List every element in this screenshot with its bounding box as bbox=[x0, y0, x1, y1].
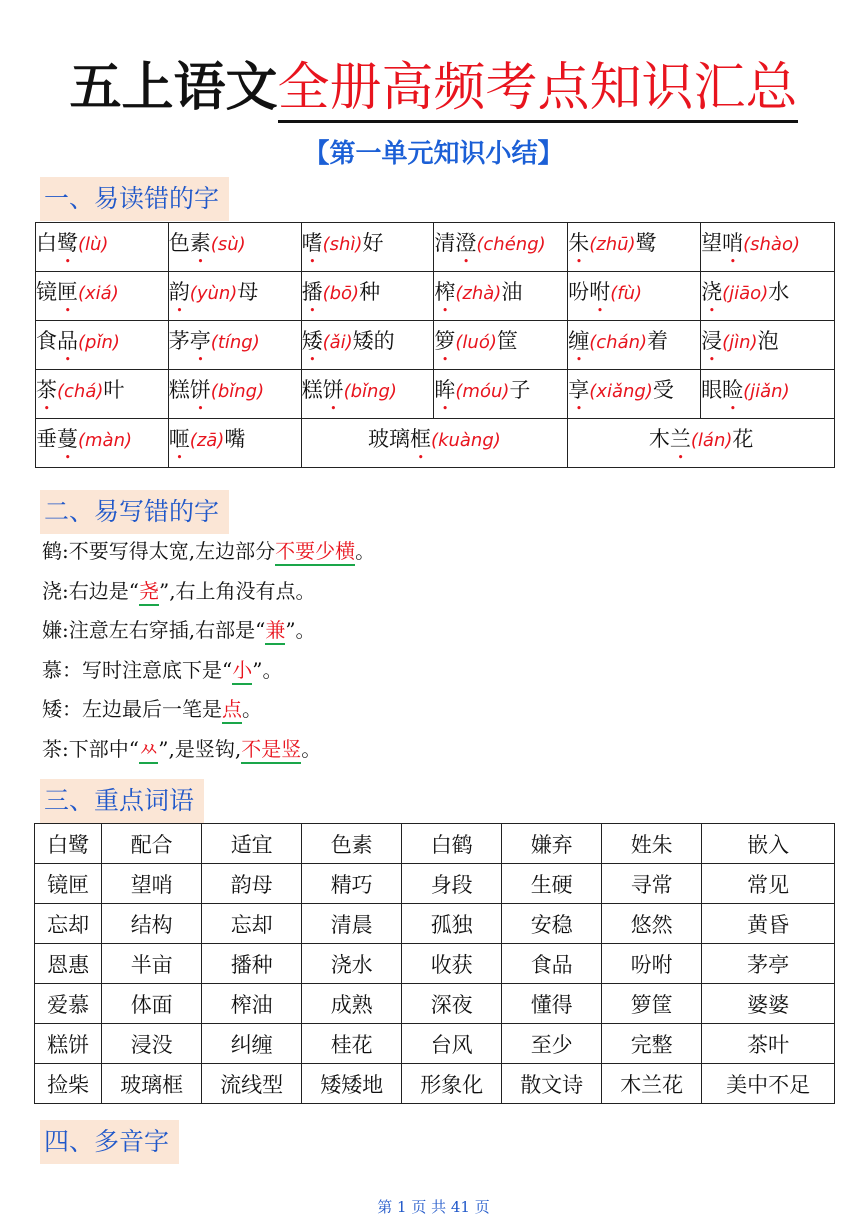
char-dotted: 饼 bbox=[322, 377, 344, 402]
word-cell bbox=[168, 223, 301, 272]
miswritten-notes bbox=[42, 536, 842, 773]
word-cell: 爱慕 bbox=[35, 984, 102, 1024]
pinyin: (lán) bbox=[690, 429, 733, 451]
note-text: 。 bbox=[242, 697, 262, 721]
section-heading-key-words: 三、重点词语 bbox=[40, 779, 204, 823]
word-cell: 播种 bbox=[202, 944, 302, 984]
word-cell: 嫌弃 bbox=[502, 824, 602, 864]
pinyin: (jìn) bbox=[722, 331, 758, 353]
page-title bbox=[0, 52, 867, 124]
char-post: 好 bbox=[362, 230, 384, 255]
pinyin: (móu) bbox=[455, 380, 510, 402]
note-text: 。 bbox=[301, 736, 322, 761]
word-cell: 恩惠 bbox=[35, 944, 102, 984]
pinyin: (zhū) bbox=[589, 233, 636, 255]
word-cell: 望哨 bbox=[102, 864, 202, 904]
char-pre: 木 bbox=[648, 426, 670, 451]
misread-chars-table bbox=[35, 222, 835, 468]
pinyin: (zhà) bbox=[455, 282, 502, 304]
word-cell: 形象化 bbox=[402, 1064, 502, 1104]
word-cell: 木兰花 bbox=[602, 1064, 702, 1104]
word-cell: 茅亭 bbox=[702, 944, 835, 984]
char-pre: 镜 bbox=[36, 279, 57, 304]
char-post: 矮的 bbox=[352, 328, 395, 353]
pinyin: (shì) bbox=[322, 233, 363, 255]
char-dotted: 播 bbox=[301, 279, 323, 304]
char-dotted: 饼 bbox=[189, 377, 211, 402]
char-post: 种 bbox=[359, 279, 381, 304]
note-highlight: 兼 bbox=[265, 618, 285, 645]
page-footer: 第 1 页 共 41 页 bbox=[377, 1198, 490, 1216]
char-dotted: 鹭 bbox=[57, 230, 78, 255]
pinyin: (sù) bbox=[210, 233, 246, 255]
word-cell bbox=[434, 370, 568, 419]
note-line bbox=[42, 694, 842, 734]
word-cell: 身段 bbox=[402, 864, 502, 904]
char-dotted: 兰 bbox=[669, 426, 691, 451]
table-row bbox=[35, 1064, 835, 1104]
pinyin: (yùn) bbox=[189, 282, 238, 304]
char-dotted: 框 bbox=[410, 426, 432, 451]
note-text: 。 bbox=[355, 539, 376, 563]
word-cell bbox=[434, 321, 568, 370]
pinyin: (zā) bbox=[189, 429, 225, 451]
table-row bbox=[36, 321, 835, 370]
pinyin: (bǐng) bbox=[343, 380, 397, 402]
word-cell: 捡柴 bbox=[35, 1064, 102, 1104]
char-dotted: 榨 bbox=[434, 279, 456, 304]
word-cell bbox=[168, 370, 301, 419]
pinyin: (kuàng) bbox=[431, 429, 501, 451]
word-cell: 常见 bbox=[702, 864, 835, 904]
word-cell bbox=[701, 223, 835, 272]
char-post: 花 bbox=[732, 426, 754, 451]
pinyin: (fù) bbox=[610, 282, 643, 304]
word-cell: 散文诗 bbox=[502, 1064, 602, 1104]
note-line bbox=[42, 734, 842, 774]
note-text: 嫌:注意左右穿插,右部是“ bbox=[42, 618, 266, 642]
note-line bbox=[42, 615, 842, 655]
note-text: ”。 bbox=[252, 657, 283, 682]
word-cell: 白鹤 bbox=[402, 824, 502, 864]
char-dotted: 蔓 bbox=[57, 426, 78, 451]
pinyin: (pǐn) bbox=[78, 331, 120, 353]
char-dotted: 浇 bbox=[701, 279, 723, 304]
word-cell bbox=[701, 370, 835, 419]
table-row bbox=[35, 984, 835, 1024]
word-cell bbox=[301, 370, 434, 419]
word-cell: 纠缠 bbox=[202, 1024, 302, 1064]
word-cell: 深夜 bbox=[402, 984, 502, 1024]
char-pre: 吩 bbox=[568, 279, 590, 304]
word-cell: 桂花 bbox=[302, 1024, 402, 1064]
char-post: 子 bbox=[509, 377, 531, 402]
word-cell: 半亩 bbox=[102, 944, 202, 984]
char-post: 泡 bbox=[757, 328, 779, 353]
word-cell: 台风 bbox=[402, 1024, 502, 1064]
word-cell: 收获 bbox=[402, 944, 502, 984]
pinyin: (bō) bbox=[322, 282, 360, 304]
char-dotted: 澄 bbox=[455, 230, 477, 255]
pinyin: (xiá) bbox=[78, 282, 119, 304]
word-cell bbox=[701, 321, 835, 370]
word-cell: 嵌入 bbox=[702, 824, 835, 864]
word-cell: 食品 bbox=[502, 944, 602, 984]
note-highlight: 不是竖 bbox=[241, 737, 301, 764]
note-highlight: 小 bbox=[232, 658, 252, 685]
word-cell bbox=[568, 223, 701, 272]
char-post: 油 bbox=[501, 279, 523, 304]
word-cell bbox=[36, 223, 169, 272]
word-cell: 流线型 bbox=[202, 1064, 302, 1104]
char-dotted: 素 bbox=[189, 230, 211, 255]
char-dotted: 箩 bbox=[434, 328, 456, 353]
word-cell: 韵母 bbox=[202, 864, 302, 904]
word-cell bbox=[434, 223, 568, 272]
pinyin: (bǐng) bbox=[210, 380, 265, 402]
note-highlight: 不要少横 bbox=[275, 539, 355, 566]
char-post: 鹭 bbox=[635, 230, 657, 255]
table-row bbox=[36, 223, 835, 272]
char-dotted: 眸 bbox=[434, 377, 456, 402]
note-text: ”,是竖钩, bbox=[158, 736, 242, 761]
note-text: 鹤:不要写得太宽,左边部分 bbox=[42, 539, 276, 563]
word-cell: 茶叶 bbox=[702, 1024, 835, 1064]
word-cell: 配合 bbox=[102, 824, 202, 864]
word-cell: 清晨 bbox=[302, 904, 402, 944]
char-dotted: 亭 bbox=[189, 328, 211, 353]
pinyin: (luó) bbox=[455, 331, 497, 353]
char-pre: 眼 bbox=[701, 377, 723, 402]
word-cell: 成熟 bbox=[302, 984, 402, 1024]
title-red: 全册高频考点知识汇总 bbox=[278, 58, 798, 123]
note-text: 矮：左边最后一笔是 bbox=[42, 697, 222, 721]
section-heading-miswritten: 二、易写错的字 bbox=[40, 490, 229, 534]
word-cell bbox=[568, 419, 835, 468]
char-pre: 垂 bbox=[36, 426, 57, 451]
word-cell bbox=[568, 272, 701, 321]
word-cell: 生硬 bbox=[502, 864, 602, 904]
note-text: ”。 bbox=[285, 618, 316, 642]
word-cell: 白鹭 bbox=[35, 824, 102, 864]
table-row bbox=[36, 272, 835, 321]
word-cell bbox=[568, 321, 701, 370]
char-pre: 色 bbox=[168, 230, 190, 255]
table-row bbox=[36, 370, 835, 419]
char-dotted: 咂 bbox=[168, 426, 190, 451]
word-cell bbox=[301, 419, 568, 468]
char-post: 着 bbox=[647, 328, 669, 353]
word-cell: 结构 bbox=[102, 904, 202, 944]
note-line bbox=[42, 655, 842, 695]
pinyin: (chá) bbox=[57, 380, 104, 402]
word-cell: 体面 bbox=[102, 984, 202, 1024]
note-highlight: 点 bbox=[222, 697, 242, 724]
char-dotted: 缠 bbox=[568, 328, 590, 353]
char-post: 水 bbox=[768, 279, 790, 304]
word-cell: 矮矮地 bbox=[302, 1064, 402, 1104]
pinyin: (chán) bbox=[589, 331, 648, 353]
word-cell bbox=[434, 272, 568, 321]
unit-subtitle: 【第一单元知识小结】 bbox=[303, 139, 564, 169]
table-row bbox=[36, 419, 835, 468]
note-text: 浇:右边是“ bbox=[42, 578, 139, 603]
word-cell bbox=[36, 321, 169, 370]
word-cell: 黄昏 bbox=[702, 904, 835, 944]
char-dotted: 茶 bbox=[36, 377, 57, 402]
title-black: 五上语文 bbox=[69, 57, 278, 118]
pinyin: (jiāo) bbox=[722, 282, 769, 304]
word-cell: 安稳 bbox=[502, 904, 602, 944]
pinyin: (xiǎng) bbox=[589, 380, 653, 402]
word-cell bbox=[168, 272, 301, 321]
word-cell: 浸没 bbox=[102, 1024, 202, 1064]
char-pre: 白 bbox=[36, 230, 57, 255]
word-cell: 孤独 bbox=[402, 904, 502, 944]
word-cell bbox=[701, 272, 835, 321]
char-post: 受 bbox=[652, 377, 674, 402]
pinyin: (màn) bbox=[78, 429, 133, 451]
word-cell: 寻常 bbox=[602, 864, 702, 904]
word-cell: 姓朱 bbox=[602, 824, 702, 864]
table-row bbox=[35, 904, 835, 944]
char-pre: 糕 bbox=[301, 377, 323, 402]
char-post: 母 bbox=[237, 279, 259, 304]
word-cell bbox=[301, 223, 434, 272]
pinyin: (chéng) bbox=[476, 233, 546, 255]
word-cell: 吩咐 bbox=[602, 944, 702, 984]
word-cell: 忘却 bbox=[202, 904, 302, 944]
section-heading-polyphones: 四、多音字 bbox=[40, 1120, 179, 1164]
word-cell: 适宜 bbox=[202, 824, 302, 864]
char-pre: 玻璃 bbox=[368, 426, 411, 451]
pinyin: (tíng) bbox=[210, 331, 260, 353]
note-highlight: 尧 bbox=[139, 579, 159, 606]
word-cell: 美中不足 bbox=[702, 1064, 835, 1104]
word-cell: 至少 bbox=[502, 1024, 602, 1064]
char-dotted: 矮 bbox=[301, 328, 323, 353]
word-cell bbox=[36, 419, 169, 468]
note-text: ”,右上角没有点。 bbox=[158, 578, 316, 603]
word-cell bbox=[36, 272, 169, 321]
word-cell: 忘却 bbox=[35, 904, 102, 944]
note-line bbox=[42, 576, 842, 616]
word-cell: 完整 bbox=[602, 1024, 702, 1064]
note-line bbox=[42, 536, 842, 576]
word-cell bbox=[301, 321, 434, 370]
char-dotted: 享 bbox=[568, 377, 590, 402]
char-dotted: 匣 bbox=[57, 279, 78, 304]
char-post: 叶 bbox=[103, 377, 125, 402]
note-text: 茶:下部中“ bbox=[42, 736, 139, 761]
word-cell: 婆婆 bbox=[702, 984, 835, 1024]
word-cell: 玻璃框 bbox=[102, 1064, 202, 1104]
key-words-table bbox=[34, 823, 835, 1104]
word-cell: 色素 bbox=[302, 824, 402, 864]
table-row bbox=[35, 944, 835, 984]
char-dotted: 哨 bbox=[722, 230, 744, 255]
word-cell bbox=[168, 419, 301, 468]
word-cell: 镜匣 bbox=[35, 864, 102, 904]
char-dotted: 嗜 bbox=[301, 230, 323, 255]
char-dotted: 品 bbox=[57, 328, 78, 353]
char-dotted: 朱 bbox=[568, 230, 590, 255]
word-cell: 糕饼 bbox=[35, 1024, 102, 1064]
note-text: 慕：写时注意底下是“ bbox=[42, 657, 233, 682]
word-cell bbox=[36, 370, 169, 419]
char-pre: 望 bbox=[701, 230, 723, 255]
word-cell: 悠然 bbox=[602, 904, 702, 944]
char-dotted: 咐 bbox=[589, 279, 611, 304]
word-cell bbox=[568, 370, 701, 419]
char-post: 嘴 bbox=[224, 426, 246, 451]
table-row bbox=[35, 824, 835, 864]
char-pre: 糕 bbox=[168, 377, 190, 402]
pinyin: (ǎi) bbox=[322, 331, 353, 353]
pinyin: (jiǎn) bbox=[743, 380, 790, 402]
char-pre: 清 bbox=[434, 230, 456, 255]
pinyin: (lù) bbox=[78, 233, 109, 255]
table-row bbox=[35, 864, 835, 904]
word-cell: 箩筐 bbox=[602, 984, 702, 1024]
word-cell bbox=[168, 321, 301, 370]
word-cell: 精巧 bbox=[302, 864, 402, 904]
word-cell: 懂得 bbox=[502, 984, 602, 1024]
char-dotted: 韵 bbox=[168, 279, 190, 304]
section-heading-misread: 一、易读错的字 bbox=[40, 177, 229, 221]
char-dotted: 睑 bbox=[722, 377, 744, 402]
char-pre: 茅 bbox=[168, 328, 190, 353]
word-cell: 浇水 bbox=[302, 944, 402, 984]
char-post: 筐 bbox=[496, 328, 518, 353]
word-cell bbox=[301, 272, 434, 321]
note-highlight: ㅆ bbox=[139, 737, 158, 764]
word-cell: 榨油 bbox=[202, 984, 302, 1024]
char-pre: 食 bbox=[36, 328, 57, 353]
table-row bbox=[35, 1024, 835, 1064]
pinyin: (shào) bbox=[743, 233, 800, 255]
char-dotted: 浸 bbox=[701, 328, 723, 353]
